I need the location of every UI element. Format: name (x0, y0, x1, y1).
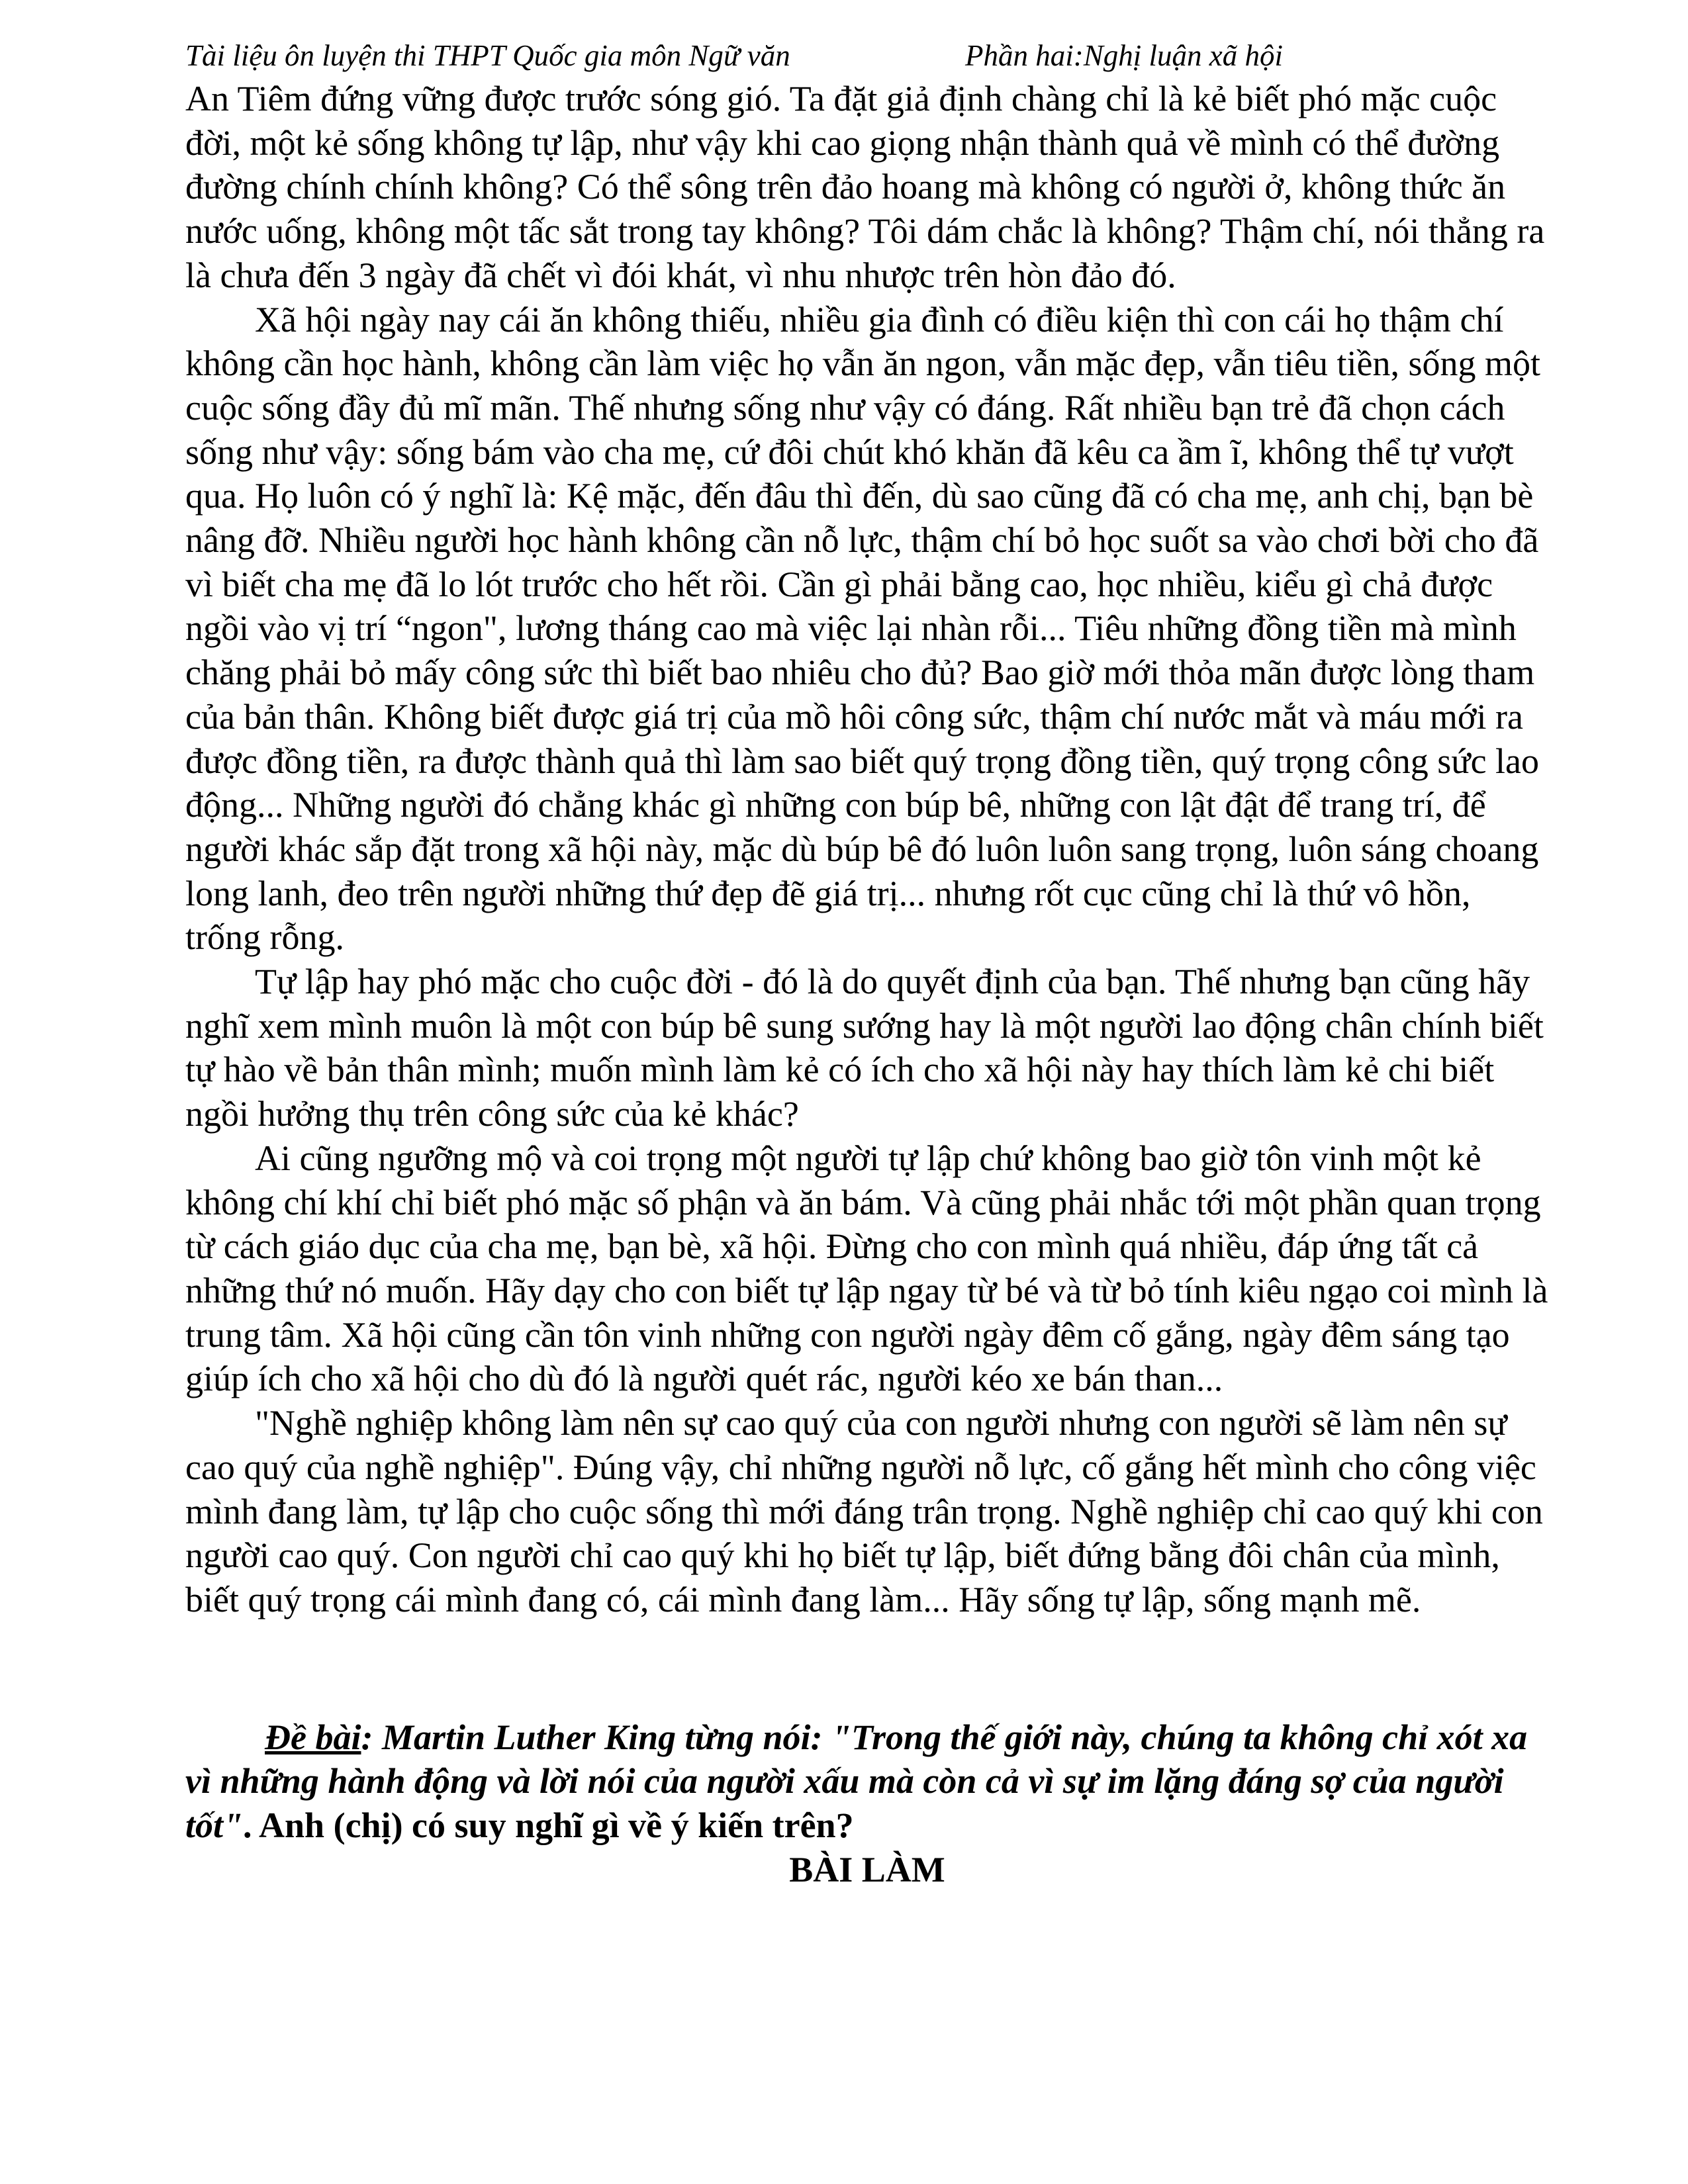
prompt-colon: : (361, 1717, 382, 1757)
prompt-question: . Anh (chị) có suy nghĩ gì về ý kiến trên? (243, 1805, 854, 1846)
essay-body (185, 77, 1549, 1622)
essay-heading: BÀI LÀM (789, 1849, 945, 1889)
paragraph: Ai cũng ngưỡng mộ và coi trọng một người tự lập chứ không bao giờ tôn vinh một kẻ không chí khí chỉ biết phó mặc số phận và ăn bám. Và cũng phải nhắc tới một phần quan trọng từ cách giáo dục của cha mẹ, bạn bè, xã hội. Đừng cho con mình quá nhiều, đáp ứng tất cả những thứ nó muốn. Hãy dạy cho con biết tự lập ngay từ bé và từ bỏ tính kiêu ngạo coi mình là trung tâm. Xã hội cũng cần tôn vinh những con người ngày đêm cố gắng, ngày đêm sáng tạo giúp ích cho xã hội cho dù đó là người quét rác, người kéo xe bán than... (185, 1138, 1548, 1399)
paragraph: Xã hội ngày nay cái ăn không thiếu, nhiều gia đình có điều kiện thì con cái họ thậm chí không cần học hành, không cần làm việc họ vẫn ăn ngon, vẫn mặc đẹp, vẫn tiêu tiền, sống một cuộc sống đầy đủ mĩ mãn. Thế nhưng sống như vậy có đáng. Rất nhiều bạn trẻ đã chọn cách sống như vậy: sống bám vào cha mẹ, cứ đôi chút khó khăn đã kêu ca ầm ĩ, không thể tự vượt qua. Họ luôn có ý nghĩ là: Kệ mặc, đến đâu thì đến, dù sao cũng đã có cha mẹ, anh chị, bạn bè nâng đỡ. Nhiều người học hành không cần nỗ lực, thậm chí bỏ học suốt sa vào chơi bời cho đã vì biết cha mẹ đã lo lót trước cho hết rồi. Cần gì phải bằng cao, học nhiều, kiểu gì chả được ngồi vào vị trí “ngon", lương tháng cao mà việc lại nhàn rỗi... Tiêu những đồng tiền mà mình chăng phải bỏ mấy công sức thì biết bao nhiêu cho đủ? Bao giờ mới thỏa mãn được lòng tham của bản thân. Không biết được giá trị của mồ hôi công sức, thậm chí nước mắt và máu mới ra được đồng tiền, ra được thành quả thì làm sao biết quý trọng đồng tiền, quý trọng công sức lao động... Những người đó chẳng khác gì những con búp bê, những con lật đật để trang trí, để người khác sắp đặt trong xã hội này, mặc dù búp bê đó luôn luôn sang trọng, luôn sáng choang long lanh, đeo trên người những thứ đẹp đẽ giá trị... nhưng rốt cục cũng chỉ là thứ vô hồn, trống rỗng. (185, 299, 1540, 958)
page-header (185, 34, 1549, 77)
prompt-label: Đề bài (265, 1717, 361, 1757)
document-page (185, 34, 1549, 1891)
header-document-title: Tài liệu ôn luyện thi THPT Quốc gia môn Ngữ văn (185, 39, 790, 72)
paragraph: An Tiêm đứng vững được trước sóng gió. Ta đặt giả định chàng chỉ là kẻ biết phó mặc cuộc đời, một kẻ sống không tự lập, như vậy khi cao giọng nhận thành quả về mình có thể đường đường chính chính không? Có thể sông trên đảo hoang mà không có người ở, không thức ăn nước uống, không một tấc sắt trong tay không? Tôi dám chắc là không? Thậm chí, nói thẳng ra là chưa đến 3 ngày đã chết vì đói khát, vì nhu nhược trên hòn đảo đó. (185, 79, 1545, 295)
essay-prompt (185, 1715, 1549, 1848)
paragraph: "Nghề nghiệp không làm nên sự cao quý của con người nhưng con người sẽ làm nên sự cao quý của nghề nghiệp". Đúng vậy, chỉ những người nỗ lực, cố gắng hết mình cho công việc mình đang làm, tự lập cho cuộc sống thì mới đáng trân trọng. Nghề nghiệp chỉ cao quý khi con người cao quý. Con người chỉ cao quý khi họ biết tự lập, biết đứng bằng đôi chân của mình, biết quý trọng cái mình đang có, cái mình đang làm... Hãy sống tự lập, sống mạnh mẽ. (185, 1403, 1543, 1619)
paragraph: Tự lập hay phó mặc cho cuộc đời - đó là do quyết định của bạn. Thế nhưng bạn cũng hãy nghĩ xem mình muôn là một con búp bê sung sướng hay là một người lao động chân chính biết tự hào về bản thân mình; muốn mình làm kẻ có ích cho xã hội này hay thích làm kẻ chi biết ngồi hưởng thụ trên công sức của kẻ khác? (185, 962, 1544, 1134)
header-section-title: Phần hai:Nghị luận xã hội (965, 39, 1283, 72)
prompt-quote: Martin Luther King từng nói: "Trong thế giới này, chúng ta không chỉ xót xa vì những hành động và lời nói của người xấu mà còn cả vì sự im lặng đáng sợ của người tốt" (185, 1717, 1528, 1846)
